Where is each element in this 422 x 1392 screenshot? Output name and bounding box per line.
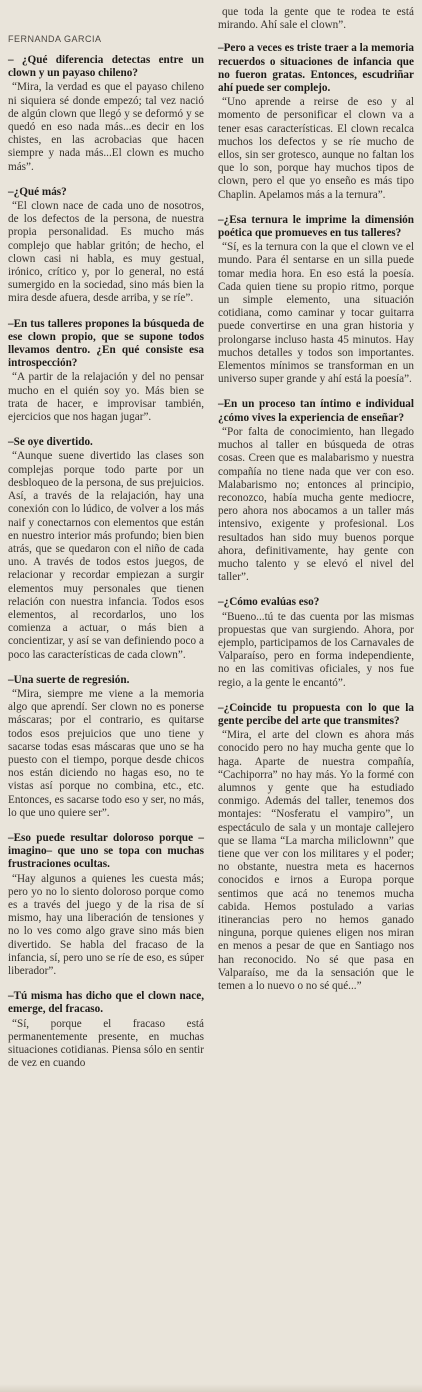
question: – ¿Qué diferencia detectas entre un clown y un payaso chileno?: [8, 54, 204, 80]
qa-block: [218, 596, 414, 689]
question: –Tú misma has dicho que el clown nace, emerge, del fracaso.: [8, 990, 204, 1016]
qa-block: [218, 214, 414, 387]
answer: “Por falta de conocimiento, han llegado muchos al taller en búsqueda de otras cosas. Creen que es malabarismo y nuestra compañía no tiene nada que ver con eso. Malabarismo no; entonces al principio, reconozco, había mucha gente mediocre, pero ahora nos abocamos a un taller más intensivo, exigente y profesional. Los resultados han sido muy buenos porque ahora, definitivamente, hay gente con mucho talento y se elevó el nivel del taller”.: [218, 425, 414, 584]
question: –Eso puede resultar doloroso porque –imagino– que uno se topa con muchas frustraciones ocultas.: [8, 831, 204, 871]
right-column: [218, 0, 414, 1005]
answer: “A partir de la relajación y del no pensar mucho en el quién soy yo. Más bien se trata de hacer, e improvisar también, ejercicios que nos hagan jugar”.: [8, 371, 204, 424]
left-column: [8, 0, 204, 1082]
answer: “El clown nace de cada uno de nosotros, de los defectos de la persona, de nuestra propia personalidad. Es mucho más complejo que hablar gritón; de hecho, el clown casi ni habla, es muy gestual, irónico, crítico y, por lo general, no está sumergido en la sociedad, sino más bien la mira desde afuera, desde arriba, y se ríe”.: [8, 200, 204, 305]
answer: “Bueno...tú te das cuenta por las mismas propuestas que van surgiendo. Ahora, por ejemplo, participamos de los Carnavales de Valparaíso, pero en forma independiente, no en las comitivas oficiales, y nos fue regio, a la gente le encantó”.: [218, 610, 414, 689]
question: –¿Coincide tu propuesta con lo que la gente percibe del arte que transmites?: [218, 701, 414, 727]
qa-block: [8, 54, 204, 174]
qa-block: [8, 674, 204, 820]
question: –Una suerte de regresión.: [8, 673, 130, 686]
question: –En un proceso tan íntimo e individual ¿cómo vives la experiencia de enseñar?: [218, 398, 414, 424]
qa-block: [8, 436, 204, 661]
question: –¿Esa ternura le imprime la dimensión poética que promueves en tus talleres?: [218, 213, 414, 240]
question: –Pero a veces es triste traer a la memoria recuerdos o situaciones de infancia que no fueron gratas. Entonces, escudriñar ahí puede ser complejo.: [218, 42, 414, 95]
continued-answer: que toda la gente que te rodea te está mirando. Ahí sale el clown”.: [218, 6, 414, 32]
qa-block: [218, 398, 414, 584]
answer: “Mira, siempre me viene a la memoria algo que aprendí. Ser clown no es ponerse máscaras; por el contrario, es quitarse todos esos prejuicios que uno tiene y sacarse todas esas máscaras que uno se ha puesto con el tiempo, porque desde chicos nos están diciendo no hagas eso, no te vistas así porque no combina, etc., etc. Entonces, es sacarse todo eso y ser, no más, lo que uno quiere ser”.: [8, 687, 204, 819]
question: –Se oye divertido.: [8, 436, 93, 449]
qa-block: [218, 702, 414, 993]
qa-block: [218, 42, 414, 201]
question: –En tus talleres propones la búsqueda de ese clown propio, que se supone todos llevamos dentro. ¿En qué consiste esa introspección?: [8, 317, 204, 370]
answer: “Aunque suene divertido las clases son complejas porque todo parte por un desbloqueo de la persona, de sus prejuicios. Así, a través de la relajación, hay una conexión con lo lúdico, de volver a los más naif y conectarnos con elementos que están en nuestro interior más profundo; bien bien atrás, que se quedaron con el niño de cada uno. A través de todos estos juegos, de relacionar y recordar empiezan a surgir elementos muy personales que tienen relación con nuestra infancia. Todos esos elementos, al recordarlos, uno los comienza a actuar, o más bien a concientizar, y así se van definiendo poco a poco las características de cada clown”.: [8, 450, 204, 661]
answer: “Mira, el arte del clown es ahora más conocido pero no hay mucha gente que lo haga. Aparte de nuestra compañía, “Cachiporra” no hay más. Yo la formé con alumnos y gente que ha estudiado conmigo. Además del taller, tenemos dos montajes: “Nosferatu el vampiro”, un espectáculo de sala y un montaje callejero que se llama “La marcha miliclownn” que tiene que ver con los militares y el poder; no obstante, nuestra meta es hacernos conocidos e irnos a Europa porque sentimos que acá no tenemos mucha cabida. Hemos postulado a varias itinerancias pero no hemos ganado ninguna, porque quienes eligen nos miran en menos a pesar de que en Santiago nos han reconocido. No sé que pasa en Valparaíso, me da la sensación que le temen a lo nuevo o no sé qué...”: [218, 729, 414, 993]
answer: “Sí, porque el fracaso está permanentemente presente, en muchas situaciones cotidianas. Piensa sólo en sentir de vez en cuando: [8, 1017, 204, 1070]
page-bottom-edge: [0, 1384, 422, 1392]
answer: “Uno aprende a reirse de eso y al momento de personificar el clown va a tener esas características. El clown recalca muchos los defectos y se ríe mucho de ellos, sin ser grotesco, aunque no faltan los que lo son, porque hay muchos tipos de clown, pero el que yo enseño es más tipo Chaplin. Apelamos más a la ternura”.: [218, 96, 414, 201]
qa-block: [8, 186, 204, 306]
answer: “Sí, es la ternura con la que el clown ve el mundo. Para él sentarse en un silla puede tomar media hora. En eso está la poesía. Cada quien tiene su propio ritmo, porque un simple elemento, una situación cotidiana, como caminar y tocar guitarra puede convertirse en una gran historia y prolongarse incluso hasta 45 minutos. Hay muchos detalles y todos son importantes. Elementos mínimos se transforman en un universo super grande y ahí está la poesía”.: [218, 241, 414, 386]
answer: “Hay algunos a quienes les cuesta más; pero yo no lo siento doloroso porque como es a través del juego y de la risa de sí mismo, hay una liberación de tensiones y no lo ves como algo grave sino más bien divertido. Se habla del fracaso de la infancia, sí, pero uno se ríe de eso, es súper liberador”.: [8, 872, 204, 977]
answer: “Mira, la verdad es que el payaso chileno ni siquiera sé donde empezó; tal vez nació de algún clown que llegó y se deformó y se quedó en eso nada más...es decir en los chistes, en las acrobacias que hacen siempre y nada más...El clown es mucho más”.: [8, 81, 204, 173]
question: –¿Cómo evalúas eso?: [218, 596, 320, 609]
byline: FERNANDA GARCIA: [8, 34, 102, 44]
qa-block: [8, 990, 204, 1070]
qa-block: [8, 318, 204, 425]
qa-block: [8, 832, 204, 978]
question: –¿Qué más?: [8, 185, 67, 198]
